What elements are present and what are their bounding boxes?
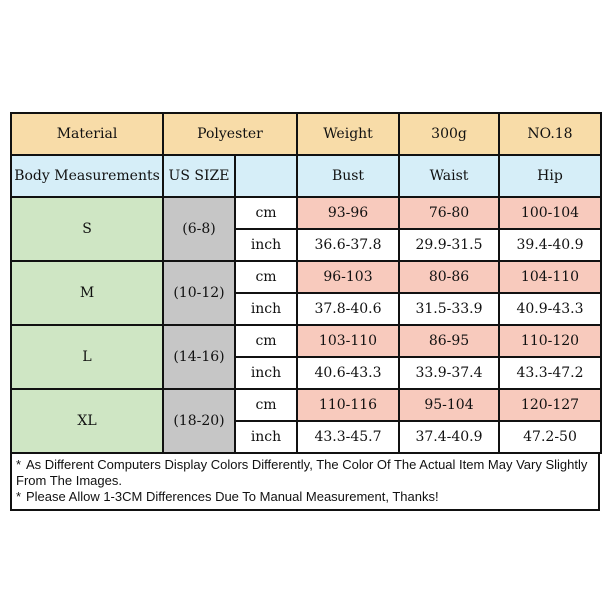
subheader-row [11,155,601,197]
material-value: Polyester [163,113,297,155]
bust-header: Bust [297,155,399,197]
unit-inch: inch [235,293,297,325]
unit-cm: cm [235,197,297,229]
size-chart [10,112,600,511]
note-bullet: * [16,489,22,504]
measurement-disclaimer-note [12,489,598,505]
note-text: Please Allow 1-3CM Differences Due To Manual Measurement, Thanks! [26,489,439,504]
unit-cm: cm [235,389,297,421]
table-row [11,197,601,229]
size-label: L [11,325,163,389]
size-label: S [11,197,163,261]
material-label: Material [11,113,163,155]
bust-inch: 36.6-37.8 [297,229,399,261]
notes-box [10,454,600,511]
table-row [11,261,601,293]
us-size-value: (18-20) [163,389,235,453]
us-size-value: (14-16) [163,325,235,389]
hip-inch: 47.2-50 [499,421,601,453]
us-size-value: (10-12) [163,261,235,325]
bust-cm: 110-116 [297,389,399,421]
hip-cm: 110-120 [499,325,601,357]
waist-cm: 86-95 [399,325,499,357]
waist-header: Waist [399,155,499,197]
hip-inch: 43.3-47.2 [499,357,601,389]
unit-inch: inch [235,421,297,453]
note-bullet: * [16,457,22,472]
table-row [11,325,601,357]
hip-inch: 39.4-40.9 [499,229,601,261]
waist-inch: 37.4-40.9 [399,421,499,453]
item-number: NO.18 [499,113,601,155]
table-row [11,389,601,421]
waist-inch: 29.9-31.5 [399,229,499,261]
waist-inch: 31.5-33.9 [399,293,499,325]
unit-cm: cm [235,261,297,293]
unit-cm: cm [235,325,297,357]
color-disclaimer-note [12,457,598,489]
unit-inch: inch [235,229,297,261]
size-label: M [11,261,163,325]
weight-value: 300g [399,113,499,155]
bust-inch: 40.6-43.3 [297,357,399,389]
bust-cm: 103-110 [297,325,399,357]
us-size-label: US SIZE [163,155,235,197]
weight-label: Weight [297,113,399,155]
size-label: XL [11,389,163,453]
header-row [11,113,601,155]
hip-cm: 100-104 [499,197,601,229]
unit-header-blank [235,155,297,197]
body-measurements-label: Body Measurements [11,155,163,197]
waist-cm: 80-86 [399,261,499,293]
hip-header: Hip [499,155,601,197]
note-text: As Different Computers Display Colors Differently, The Color Of The Actual Item May Vary Slightly From The Images. [16,457,588,488]
size-table [10,112,602,454]
waist-cm: 76-80 [399,197,499,229]
bust-inch: 43.3-45.7 [297,421,399,453]
hip-cm: 120-127 [499,389,601,421]
us-size-value: (6-8) [163,197,235,261]
hip-cm: 104-110 [499,261,601,293]
bust-cm: 96-103 [297,261,399,293]
bust-inch: 37.8-40.6 [297,293,399,325]
unit-inch: inch [235,357,297,389]
waist-cm: 95-104 [399,389,499,421]
hip-inch: 40.9-43.3 [499,293,601,325]
waist-inch: 33.9-37.4 [399,357,499,389]
bust-cm: 93-96 [297,197,399,229]
